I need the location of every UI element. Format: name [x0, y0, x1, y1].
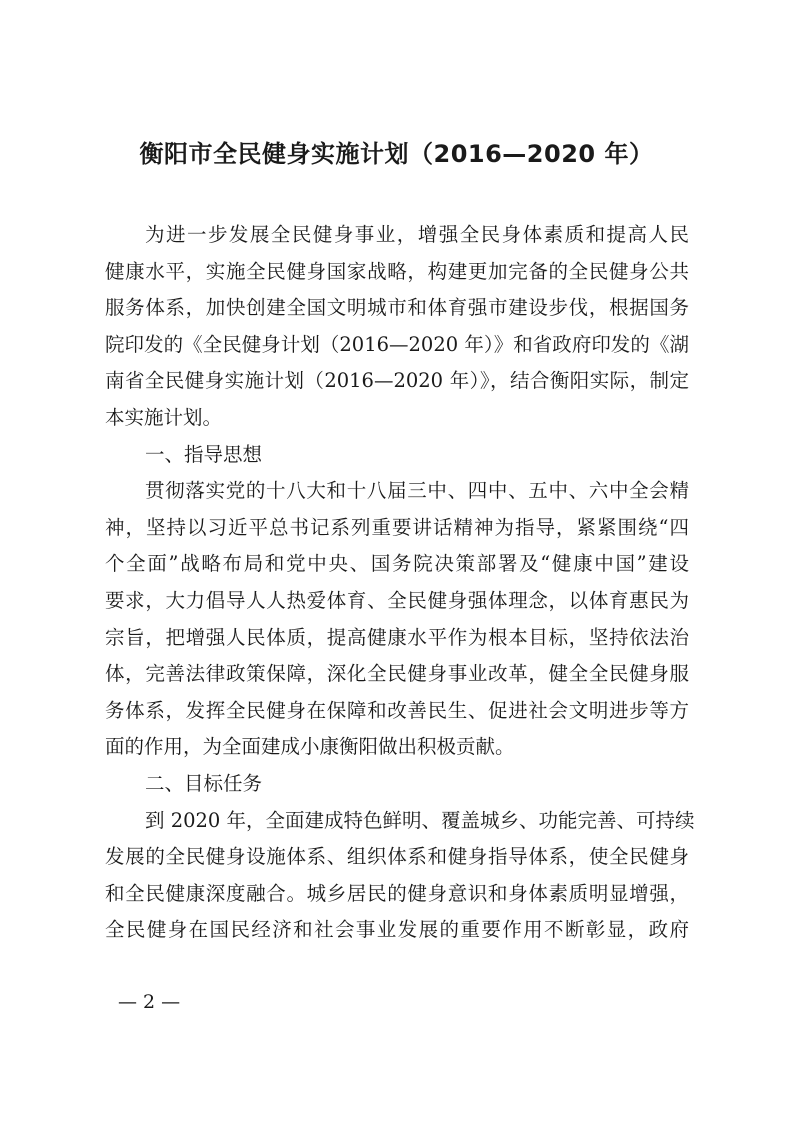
- text-line: 为进一步发展全民健身事业，增强全民身体素质和提高人民: [145, 223, 689, 246]
- document-body: [105, 217, 695, 949]
- text-line: 本实施计划。: [105, 405, 223, 429]
- text-line: 健康水平，实施全民健身国家战略，构建更加完备的全民健身公共: [105, 259, 689, 283]
- text-line: 发展的全民健身设施体系、组织体系和健身指导体系，使全民健身: [105, 845, 689, 869]
- text-line: 务体系，发挥全民健身在保障和改善民生、促进社会文明进步等方: [105, 698, 689, 722]
- text-line: 服务体系，加快创建全国文明城市和体育强市建设步伐，根据国务: [105, 296, 689, 320]
- document-title: 衡阳市全民健身实施计划（2016—2020 年）: [139, 140, 654, 168]
- text-line: 院印发的《全民健身计划（2016—2020 年）》和省政府印发的《湖: [105, 332, 689, 356]
- text-line: 体，完善法律政策保障，深化全民健身事业改革，健全全民健身服: [105, 662, 689, 686]
- text-line: 到 2020 年，全面建成特色鲜明、覆盖城乡、功能完善、可持续: [145, 808, 695, 832]
- text-line: 一、指导思想: [145, 442, 263, 466]
- text-line: 和全民健康深度融合。城乡居民的健身意识和身体素质明显增强，: [105, 881, 689, 905]
- text-line: 全民健身在国民经济和社会事业发展的重要作用不断彰显，政府: [105, 918, 689, 942]
- text-line: 个全面”战略布局和党中央、国务院决策部署及“健康中国”建设: [105, 552, 689, 576]
- page-number: — 2 —: [118, 991, 181, 1013]
- text-line: 要求，大力倡导人人热爱体育、全民健身强体理念，以体育惠民为: [105, 588, 689, 612]
- text-line: 南省全民健身实施计划（2016—2020 年）》，结合衡阳实际，制定: [105, 369, 689, 393]
- text-line: 面的作用，为全面建成小康衡阳做出积极贡献。: [105, 735, 515, 759]
- text-line: 二、目标任务: [145, 771, 263, 795]
- text-line: 宗旨，把增强人民体质，提高健康水平作为根本目标，坚持依法治: [105, 625, 689, 649]
- text-line: 神，坚持以习近平总书记系列重要讲话精神为指导，紧紧围绕“四: [105, 515, 689, 539]
- text-line: 贯彻落实党的十八大和十八届三中、四中、五中、六中全会精: [145, 479, 689, 503]
